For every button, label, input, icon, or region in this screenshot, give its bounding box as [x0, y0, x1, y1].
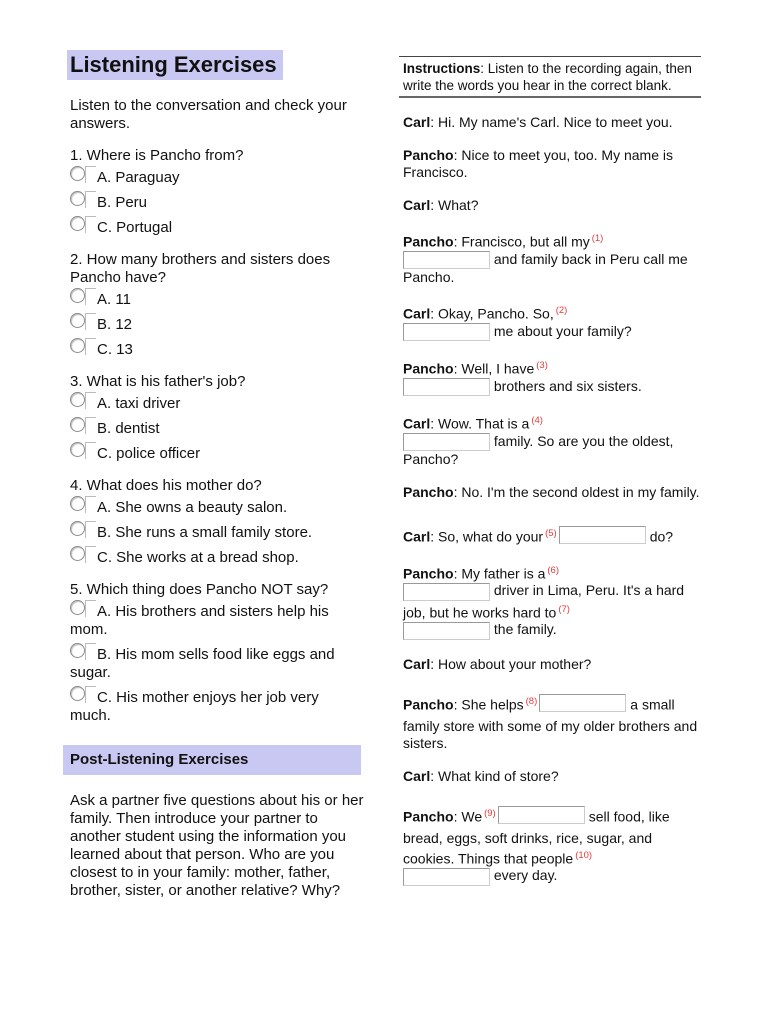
post-listening-header: Post-Listening Exercises	[63, 745, 361, 775]
dialogue-line: Pancho: Nice to meet you, too. My name is Francisco.	[403, 147, 673, 180]
question-text: 2. How many brothers and sisters does Pancho have?	[70, 251, 331, 286]
answer-blank-8[interactable]	[539, 694, 626, 712]
question-5	[70, 581, 363, 725]
speaker-name: Pancho	[403, 565, 454, 582]
question-3	[70, 373, 363, 463]
blank-number: (2)	[555, 304, 568, 316]
radio-button[interactable]	[70, 338, 85, 353]
answer-option[interactable]: C. His mother enjoys her job very much.	[70, 689, 363, 725]
question-text: 4. What does his mother do?	[70, 477, 262, 494]
answer-blank-7[interactable]	[403, 622, 490, 640]
answer-option[interactable]: A. taxi driver	[70, 395, 363, 413]
dialogue-line: Carl: Wow. That is a $^{(4)}$ family. So are you the oldest, Pancho?	[403, 414, 674, 467]
answer-option[interactable]: C. police officer	[70, 445, 363, 463]
dialogue-line: Pancho: My father is a $^{(6)}$ driver in Lima, Peru. It's a hard job, but he works hard to $^{(7)}$ the family.	[403, 562, 703, 640]
speaker-name: Pancho	[403, 808, 454, 825]
radio-button[interactable]	[70, 288, 85, 303]
answer-blank-3[interactable]	[403, 378, 490, 396]
blank-number: (5)	[545, 527, 557, 539]
blank-number: (7)	[558, 603, 570, 615]
dialogue-line: Carl: How about your mother?	[403, 655, 592, 672]
question-2	[70, 251, 363, 359]
dialogue-line: Pancho: She helps $^{(8)}$ a small family store with some of my older brothers and sisters.	[403, 693, 703, 752]
dialogue-line: Carl: What kind of store?	[403, 767, 559, 784]
answer-blank-4[interactable]	[403, 433, 490, 451]
answer-blank-9[interactable]	[498, 806, 585, 824]
radio-button[interactable]	[70, 521, 85, 536]
answer-option[interactable]: B. His mom sells food like eggs and sugar.	[70, 646, 363, 682]
dialogue-line: Carl: What?	[403, 197, 479, 213]
radio-button[interactable]	[70, 313, 85, 328]
answer-option[interactable]: B. She runs a small family store.	[70, 524, 363, 542]
left-column	[63, 50, 363, 900]
radio-button[interactable]	[70, 392, 85, 407]
speaker-name: Carl	[403, 305, 431, 322]
instructions-text: : Listen to the recording again, then write the words you hear in the correct blank.	[403, 61, 692, 93]
answer-option[interactable]: B. dentist	[70, 420, 363, 438]
question-text: 3. What is his father's job?	[70, 373, 246, 390]
blank-number: (4)	[531, 414, 543, 426]
radio-button[interactable]	[70, 417, 85, 432]
dialogue-line: Carl: Okay, Pancho. So, $^{(2)}$ me about your family?	[403, 302, 703, 341]
answer-blank-1[interactable]	[403, 251, 490, 269]
speaker-name: Pancho	[403, 360, 454, 377]
speaker-name: Carl	[403, 528, 431, 545]
question-text: 1. Where is Pancho from?	[70, 147, 244, 164]
speaker-name: Carl	[403, 415, 431, 432]
page-title: Listening Exercises	[67, 50, 283, 80]
radio-button[interactable]	[70, 442, 85, 457]
answer-blank-6[interactable]	[403, 583, 490, 601]
dialogue-line: Pancho: No. I'm the second oldest in my family.	[403, 483, 700, 500]
answer-option[interactable]: A. Paraguay	[70, 169, 363, 187]
speaker-name: Pancho	[403, 233, 454, 250]
speaker-name: Pancho	[403, 696, 454, 713]
blank-number: (3)	[536, 359, 548, 371]
answer-option[interactable]: A. She owns a beauty salon.	[70, 499, 363, 517]
dialogue-line: Pancho: Francisco, but all my $^{(1)}$ and family back in Peru call me Pancho.	[403, 233, 688, 285]
question-4	[70, 477, 363, 567]
right-column	[403, 56, 703, 886]
answer-option[interactable]: A. His brothers and sisters help his mom.	[70, 603, 363, 639]
answer-option[interactable]: B. Peru	[70, 194, 363, 212]
radio-button[interactable]	[70, 643, 85, 658]
answer-option[interactable]: A. 11	[70, 291, 363, 309]
intro-text: Listen to the conversation and check your answers.	[70, 97, 347, 132]
radio-button[interactable]	[70, 166, 85, 181]
instructions-box	[399, 56, 701, 98]
radio-button[interactable]	[70, 600, 85, 615]
speaker-name: Carl	[403, 655, 431, 672]
blank-number: (6)	[547, 564, 560, 576]
speaker-name: Pancho	[403, 483, 454, 500]
speaker-name: Pancho	[403, 147, 454, 163]
answer-option[interactable]: C. She works at a bread shop.	[70, 549, 363, 567]
blank-number: (1)	[591, 233, 604, 244]
answer-option[interactable]: C. 13	[70, 341, 363, 359]
dialogue-line: Pancho: Well, I have $^{(3)}$ brothers and six sisters.	[403, 357, 703, 396]
answer-blank-10[interactable]	[403, 868, 490, 886]
post-listening-text: Ask a partner five questions about his or her family. Then introduce your partner to another student using the information you learned about that person. Who are you closest to in your family: mother, father, brother, sister, or another relative? Why?	[70, 792, 364, 899]
blank-number: (9)	[484, 807, 496, 819]
question-1	[70, 147, 363, 237]
blank-number: (10)	[575, 849, 593, 861]
radio-button[interactable]	[70, 686, 85, 701]
speaker-name: Carl	[403, 197, 431, 213]
radio-button[interactable]	[70, 496, 85, 511]
speaker-name: Carl	[403, 767, 431, 784]
radio-button[interactable]	[70, 191, 85, 206]
answer-option[interactable]: B. 12	[70, 316, 363, 334]
speaker-name: Carl	[403, 114, 431, 130]
answer-blank-5[interactable]	[559, 526, 646, 544]
answer-blank-2[interactable]	[403, 323, 490, 341]
radio-button[interactable]	[70, 546, 85, 561]
question-text: 5. Which thing does Pancho NOT say?	[70, 581, 329, 598]
dialogue-line: Pancho: We $^{(9)}$ sell food, like bread, eggs, soft drinks, rice, sugar, and cookies. Things that people $^{(10)}$ every day.	[403, 805, 703, 886]
answer-option[interactable]: C. Portugal	[70, 219, 363, 237]
blank-number: (8)	[525, 695, 538, 707]
dialogue-line: Carl: So, what do your $^{(5)}$ do?	[403, 525, 703, 550]
dialogue-line: Carl: Hi. My name's Carl. Nice to meet you.	[403, 114, 673, 130]
radio-button[interactable]	[70, 216, 85, 231]
instructions-label: Instructions	[403, 61, 481, 76]
